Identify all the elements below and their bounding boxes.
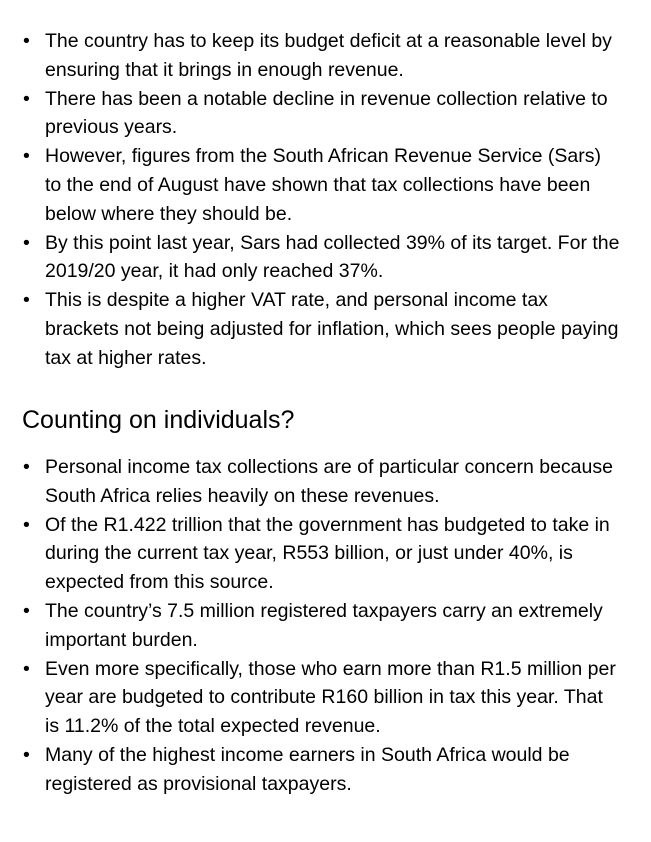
list-item: [22, 229, 622, 287]
list-item-text: The country’s 7.5 million registered taxpayers carry an extremely important burden.: [45, 599, 603, 651]
list-item-text: Of the R1.422 trillion that the government has budgeted to take in during the current tax year, R553 billion, or just under 40%, is expected from this source.: [45, 513, 610, 594]
list-item: [22, 27, 622, 85]
list-item-text: The country has to keep its budget deficit at a reasonable level by ensuring that it brings in enough revenue.: [45, 30, 612, 81]
list-item: [22, 741, 622, 799]
list-item: [22, 142, 622, 228]
bullet-icon: •: [23, 145, 30, 168]
bullet-list-revenue: [22, 27, 622, 373]
bullet-list-individuals: [22, 453, 622, 799]
list-item: [22, 655, 622, 741]
list-item-text: By this point last year, Sars had collected 39% of its target. For the 2019/20 year, it had only reached 37%.: [45, 231, 620, 283]
list-item: [22, 286, 622, 372]
list-item: [22, 453, 622, 511]
list-item-text: Many of the highest income earners in South Africa would be registered as provisional taxpayers.: [45, 743, 570, 795]
list-item-text: However, figures from the South African Revenue Service (Sars) to the end of August have shown that tax collections have been below where they should be.: [45, 145, 601, 225]
list-item-text: This is despite a higher VAT rate, and personal income tax brackets not being adjusted for inflation, which sees people paying tax at higher rates.: [45, 289, 619, 369]
list-item: [22, 597, 622, 655]
list-item-text: Even more specifically, those who earn more than R1.5 million per year are budgeted to contribute R160 billion in tax this year. That is 11.2% of the total expected revenue.: [45, 657, 616, 738]
bullet-icon: •: [23, 513, 30, 536]
list-item-text: There has been a notable decline in revenue collection relative to previous years.: [45, 87, 608, 139]
list-item-text: Personal income tax collections are of particular concern because South Africa relies heavily on these revenues.: [45, 456, 613, 507]
list-item: [22, 85, 622, 143]
bullet-icon: •: [23, 289, 30, 312]
bullet-icon: •: [23, 456, 30, 478]
bullet-icon: •: [23, 231, 30, 254]
bullet-icon: •: [23, 599, 30, 622]
bullet-icon: •: [23, 30, 30, 52]
bullet-icon: •: [23, 743, 30, 766]
bullet-icon: •: [23, 87, 30, 110]
section-heading: Counting on individuals?: [22, 406, 295, 434]
bullet-icon: •: [23, 657, 30, 680]
list-item: [22, 511, 622, 597]
